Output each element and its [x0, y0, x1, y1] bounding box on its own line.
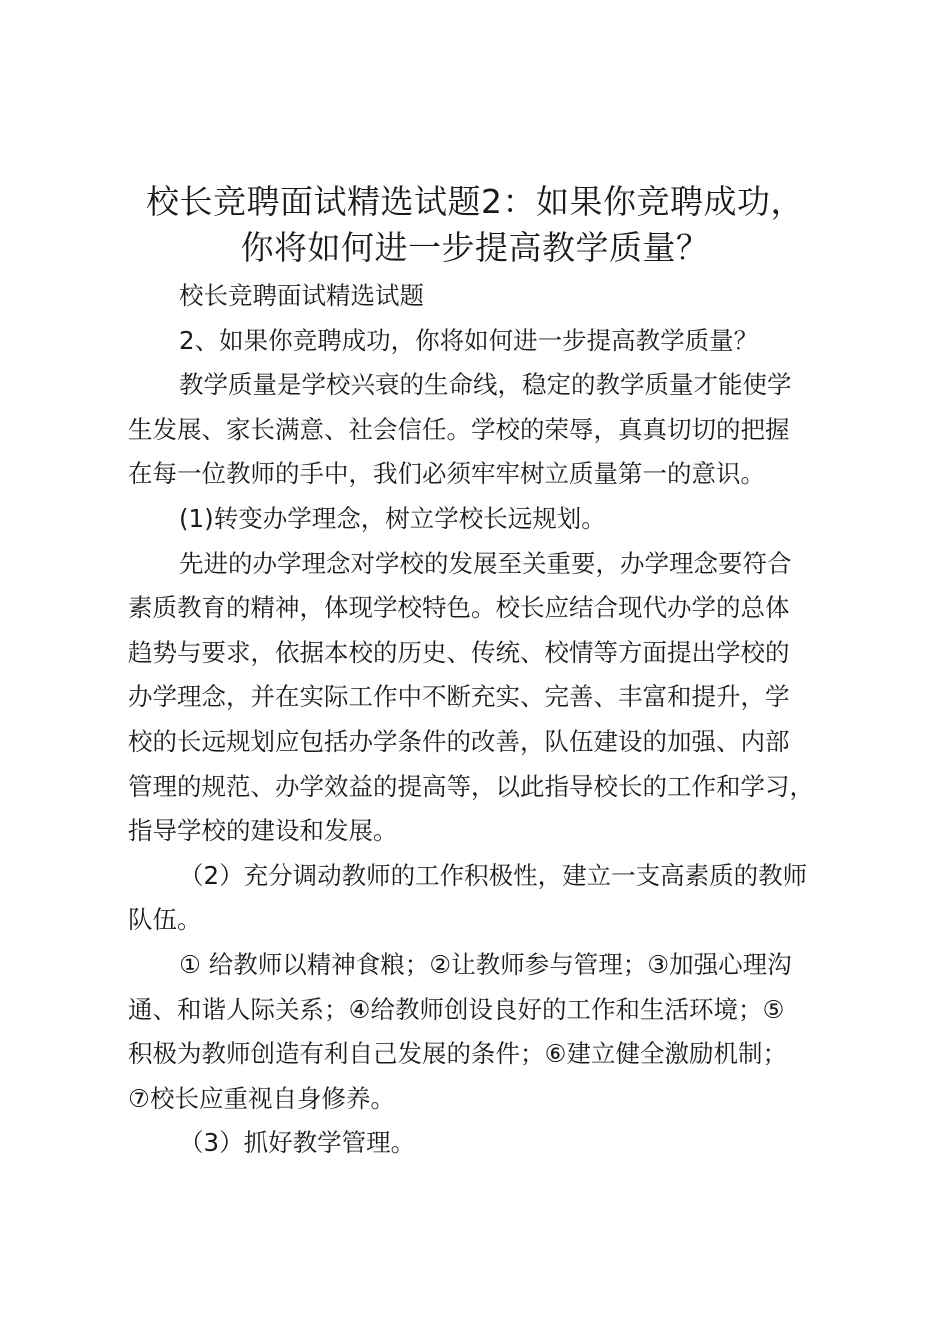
text-line: ⑦校长应重视自身修养。	[128, 1083, 395, 1113]
text-line: 管理的规范、办学效益的提高等，以此指导校长的工作和学习，	[128, 771, 814, 801]
paragraph-heading-2	[128, 854, 848, 943]
text-line: （3）抓好教学管理。	[179, 1128, 416, 1158]
paragraph-subtitle	[128, 274, 848, 319]
text-line: 校长竞聘面试精选试题	[179, 281, 424, 310]
text-line: 队伍。	[128, 905, 202, 935]
paragraph-heading-3	[128, 1121, 848, 1166]
text-line: ① 给教师以精神食粮；②让教师参与管理；③加强心理沟	[179, 949, 792, 979]
text-line: (1)转变办学理念，树立学校长远规划。	[179, 503, 606, 533]
text-line: 指导学校的建设和发展。	[128, 816, 398, 846]
text-line: （2）充分调动教师的工作积极性，建立一支高素质的教师	[179, 860, 808, 890]
paragraph-heading-1	[128, 497, 848, 542]
text-line: 教学质量是学校兴衰的生命线，稳定的教学质量才能使学	[179, 370, 792, 400]
text-line: 积极为教师创造有利自己发展的条件；⑥建立健全激励机制；	[128, 1039, 787, 1069]
text-line: 办学理念，并在实际工作中不断充实、完善、丰富和提升，学	[128, 682, 790, 712]
paragraph-section-1	[128, 542, 848, 854]
paragraph-section-2	[128, 943, 848, 1121]
paragraph-question	[128, 319, 848, 364]
text-line: 先进的办学理念对学校的发展至关重要，办学理念要符合	[179, 548, 792, 578]
text-line: 2、如果你竞聘成功，你将如何进一步提高教学质量？	[179, 325, 759, 355]
text-line: 趋势与要求，依据本校的历史、传统、校情等方面提出学校的	[128, 637, 790, 667]
text-line: 在每一位教师的手中，我们必须牢牢树立质量第一的意识。	[128, 459, 765, 489]
text-line: 校的长远规划应包括办学条件的改善，队伍建设的加强、内部	[128, 726, 790, 756]
document-title-line-1: 校长竞聘面试精选试题2：如果你竞聘成功，	[146, 182, 804, 221]
text-line: 通、和谐人际关系；④给教师创设良好的工作和生活环境；⑤	[128, 994, 785, 1024]
document-body	[128, 274, 848, 1166]
text-line: 生发展、家长满意、社会信任。学校的荣辱，真真切切的把握	[128, 414, 790, 444]
text-line: 素质教育的精神，体现学校特色。校长应结合现代办学的总体	[128, 593, 790, 623]
document-title-line-2: 你将如何进一步提高教学质量？	[240, 228, 710, 267]
paragraph-intro	[128, 363, 848, 497]
